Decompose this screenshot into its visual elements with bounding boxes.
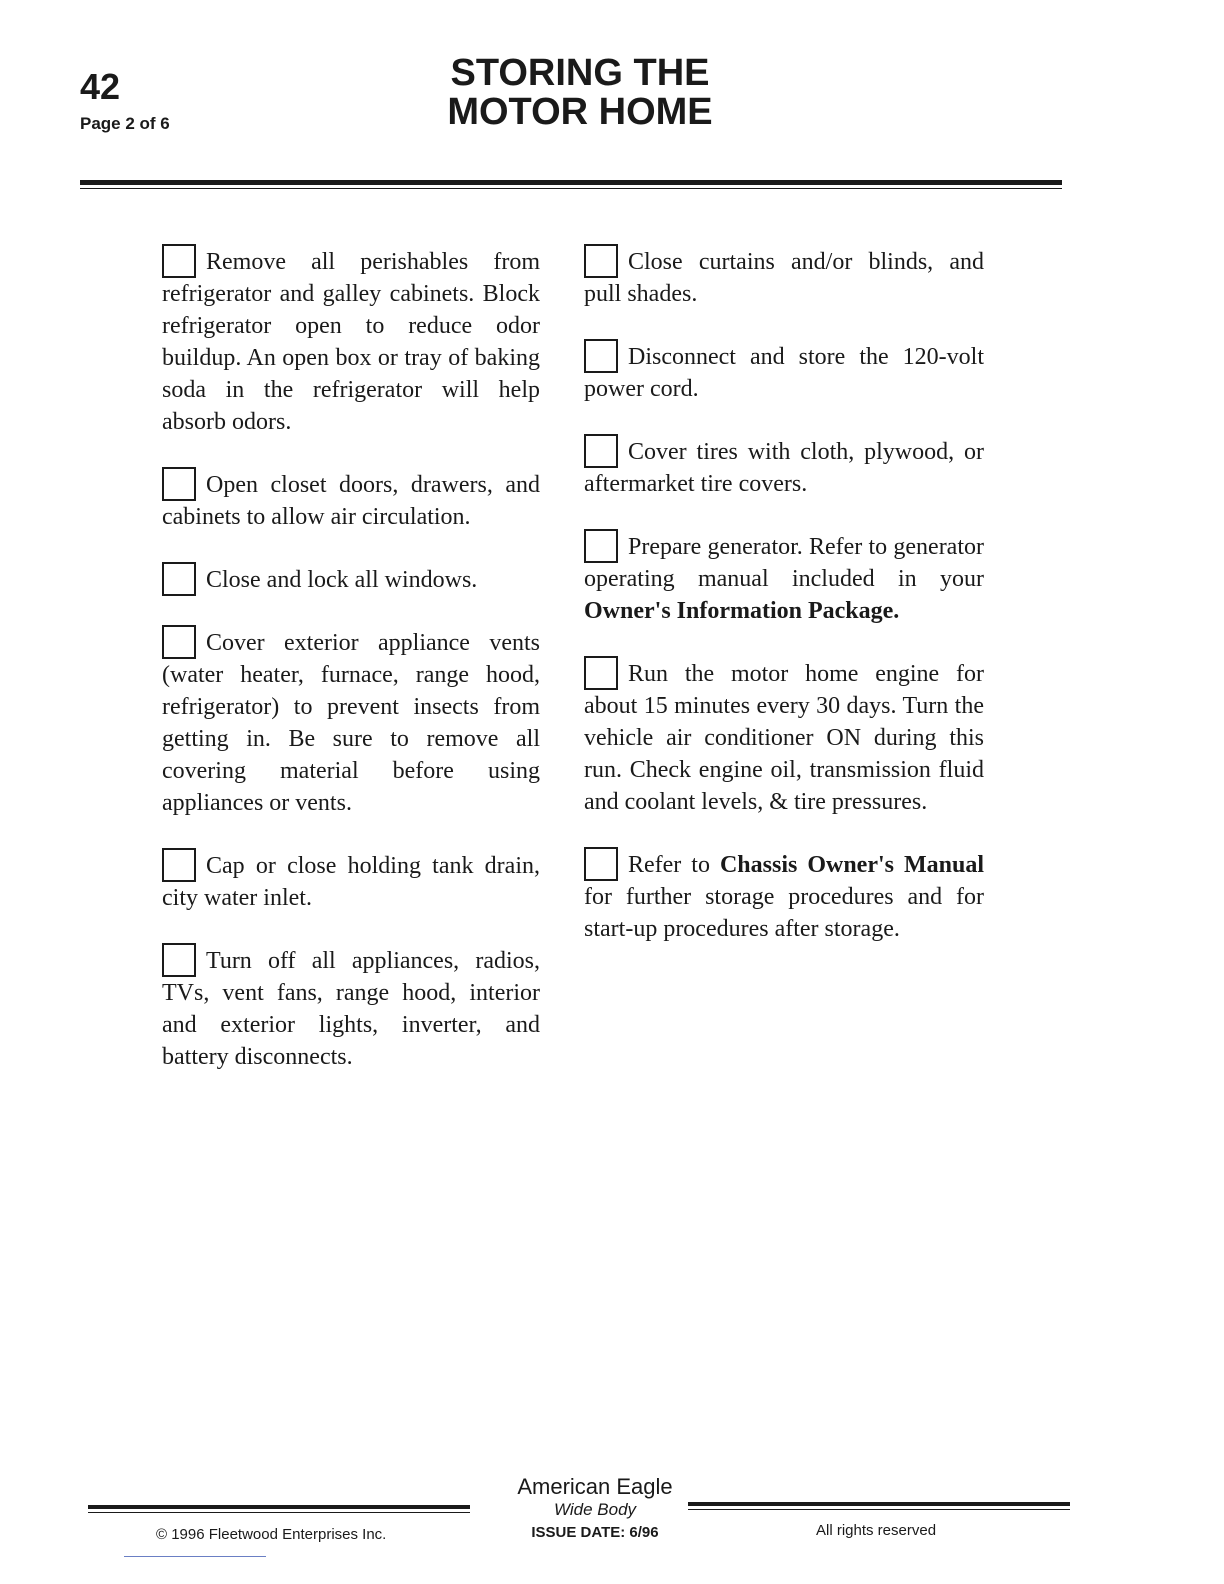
footer-rule-left-thick (88, 1505, 470, 1509)
checkbox[interactable] (584, 434, 618, 468)
checkbox[interactable] (584, 529, 618, 563)
checklist-item (584, 246, 984, 310)
checklist-text: Open closet doors, drawers, and cabinets to allow air circulation. (162, 472, 540, 530)
checklist-item (584, 531, 984, 627)
title-line-2: MOTOR HOME (447, 91, 713, 133)
checkbox[interactable] (162, 467, 196, 501)
checklist-text-part: for further storage procedures and for start-up procedures after storage. (584, 884, 984, 942)
right-checklist (584, 246, 984, 976)
checkbox[interactable] (162, 562, 196, 596)
checklist-text: Turn off all appliances, radios, TVs, vent fans, range hood, interior and exterior lights, inverter, and battery disconnects. (162, 948, 540, 1070)
checkbox[interactable] (162, 625, 196, 659)
checklist-item (162, 627, 540, 819)
scan-artifact-line (124, 1556, 266, 1557)
checkbox[interactable] (584, 847, 618, 881)
checklist-text: Close curtains and/or blinds, and pull shades. (584, 249, 984, 307)
checklist-text-part: Prepare generator. Refer to generator operating manual included in your (584, 534, 984, 592)
checkbox[interactable] (162, 848, 196, 882)
checkbox[interactable] (162, 943, 196, 977)
checklist-item (162, 850, 540, 914)
owners-info-package-ref: Owner's Information Package. (584, 598, 900, 624)
copyright-notice: © 1996 Fleetwood Enterprises Inc. (156, 1526, 387, 1543)
brand-name: American Eagle (517, 1474, 673, 1499)
checklist-item (162, 564, 540, 596)
title-line-1: STORING THE (450, 52, 710, 94)
footer-rule-left-thin (88, 1512, 470, 1513)
checklist-text: Cover tires with cloth, plywood, or aftermarket tire covers. (584, 439, 984, 497)
checklist-item (162, 945, 540, 1073)
checklist-item (162, 246, 540, 438)
footer-rule-right-thick (688, 1502, 1070, 1506)
checklist-text: Remove all perishables from refrigerator and galley cabinets. Block refrigerator open to reduce odor buildup. An open box or tray of baking soda in the refrigerator will help absorb odors. (162, 249, 540, 435)
checklist-text: Cap or close holding tank drain, city water inlet. (162, 853, 540, 911)
footer-brand-block (470, 1474, 720, 1541)
page-title (380, 54, 780, 132)
checklist-item (162, 469, 540, 533)
footer-rule-right-thin (688, 1509, 1070, 1510)
checklist-text (584, 531, 984, 627)
chassis-manual-ref: Chassis Owner's Manual (719, 852, 985, 878)
checklist-text: Run the motor home engine for about 15 minutes every 30 days. Turn the vehicle air conditioner ON during this run. Check engine oil, transmission fluid and coolant levels, & tire pressures. (584, 661, 984, 815)
rights-notice: All rights reserved (816, 1522, 937, 1539)
checklist-item (584, 341, 984, 405)
checkbox[interactable] (162, 244, 196, 278)
left-checklist (162, 246, 540, 1104)
checkbox[interactable] (584, 339, 618, 373)
brand-model: Wide Body (553, 1500, 637, 1519)
checklist-item (584, 849, 984, 945)
checkbox[interactable] (584, 244, 618, 278)
checklist-text: Disconnect and store the 120-volt power cord. (584, 344, 984, 402)
page-number: 42 (80, 66, 121, 107)
checklist-text: Cover exterior appliance vents (water heater, furnace, range hood, refrigerator) to prevent insects from getting in. Be sure to remove all covering material before using appliances or vents. (162, 630, 540, 816)
checklist-item (584, 658, 984, 818)
checklist-item (584, 436, 984, 500)
issue-date: ISSUE DATE: 6/96 (531, 1524, 659, 1541)
header-rule-thin (80, 188, 1062, 189)
checklist-text (584, 849, 984, 945)
checklist-text-part: Refer to (628, 852, 710, 878)
header-rule-thick (80, 180, 1062, 185)
checkbox[interactable] (584, 656, 618, 690)
page-of-count: Page 2 of 6 (80, 114, 170, 133)
checklist-text: Close and lock all windows. (206, 567, 478, 593)
